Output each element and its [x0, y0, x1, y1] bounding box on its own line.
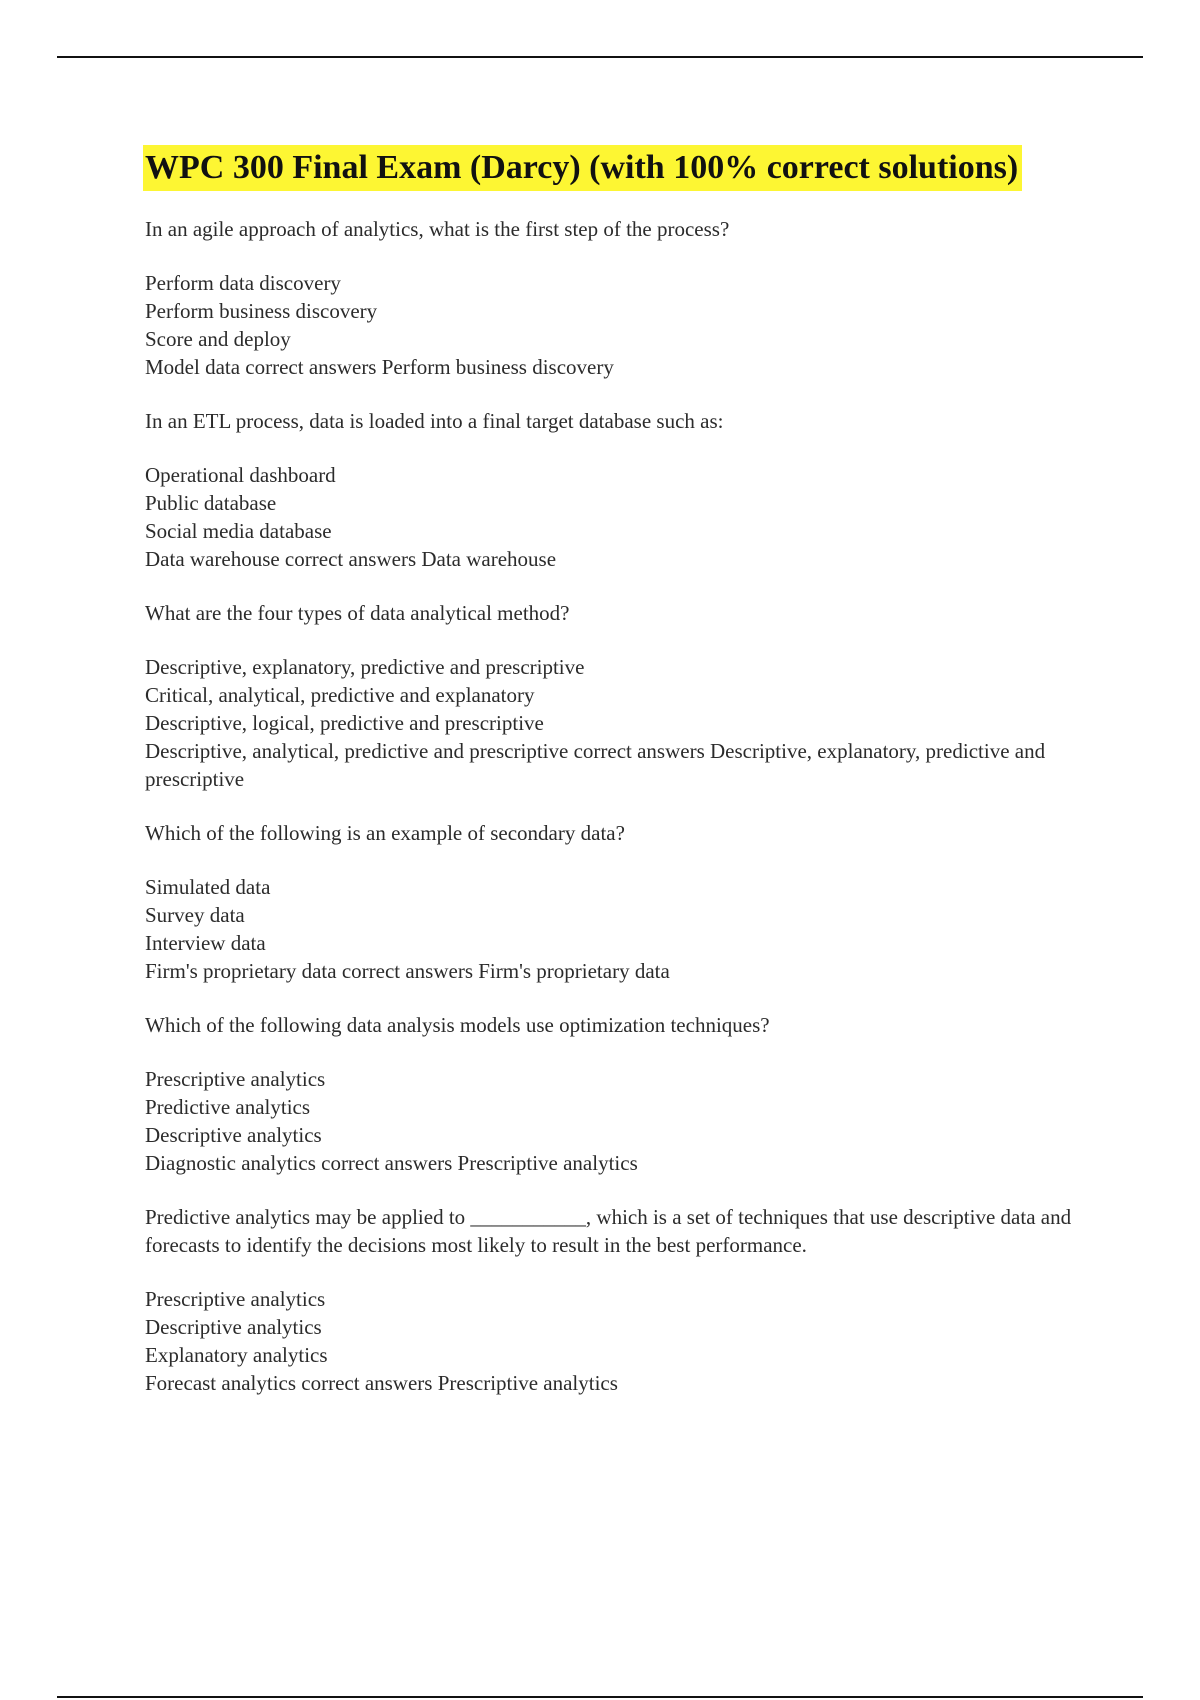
answer-option: Social media database: [145, 519, 332, 543]
answer-options: [145, 461, 1085, 573]
question-text: What are the four types of data analytical method?: [145, 601, 570, 625]
answer-option: Descriptive analytics: [145, 1315, 322, 1339]
question-block-6: [145, 1203, 1085, 1397]
answer-option-with-correct-answer: Diagnostic analytics correct answers Prescriptive analytics: [145, 1151, 638, 1175]
question-block-1: [145, 215, 1085, 381]
question-text: Which of the following data analysis models use optimization techniques?: [145, 1013, 770, 1037]
answer-option: Prescriptive analytics: [145, 1067, 326, 1091]
answer-options: [145, 1065, 1085, 1177]
document-body: [145, 145, 1085, 1423]
answer-options: [145, 873, 1085, 985]
answer-option: Survey data: [145, 903, 245, 927]
answer-options: [145, 269, 1085, 381]
answer-option: Critical, analytical, predictive and explanatory: [145, 683, 535, 707]
answer-option-with-correct-answer: Descriptive, analytical, predictive and prescriptive correct answers Descriptive, explanatory, predictive and prescriptive: [145, 739, 1046, 791]
answer-option: Predictive analytics: [145, 1095, 311, 1119]
question-block-2: [145, 407, 1085, 573]
answer-options: [145, 1285, 1085, 1397]
bottom-rule: [57, 1696, 1143, 1698]
answer-option: Simulated data: [145, 875, 271, 899]
answer-option-with-correct-answer: Firm's proprietary data correct answers Firm's proprietary data: [145, 959, 670, 983]
answer-option: Public database: [145, 491, 277, 515]
answer-option: Perform data discovery: [145, 271, 341, 295]
question-text: Predictive analytics may be applied to ___________, which is a set of techniques that use descriptive data and forecasts to identify the decisions most likely to result in the best performance.: [145, 1205, 1072, 1257]
answer-option: Explanatory analytics: [145, 1343, 328, 1367]
top-rule: [57, 56, 1143, 58]
answer-option: Descriptive analytics: [145, 1123, 322, 1147]
answer-option: Descriptive, explanatory, predictive and prescriptive: [145, 655, 585, 679]
answer-option: Score and deploy: [145, 327, 291, 351]
answer-option: Operational dashboard: [145, 463, 336, 487]
document-title: WPC 300 Final Exam (Darcy) (with 100% correct solutions): [143, 145, 1022, 191]
answer-option-with-correct-answer: Data warehouse correct answers Data warehouse: [145, 547, 557, 571]
answer-option-with-correct-answer: Forecast analytics correct answers Prescriptive analytics: [145, 1371, 618, 1395]
answer-option: Perform business discovery: [145, 299, 378, 323]
answer-option: Interview data: [145, 931, 266, 955]
question-text: In an agile approach of analytics, what is the first step of the process?: [145, 217, 730, 241]
answer-option: Descriptive, logical, predictive and prescriptive: [145, 711, 544, 735]
question-block-5: [145, 1011, 1085, 1177]
question-block-3: [145, 599, 1085, 793]
question-text: Which of the following is an example of secondary data?: [145, 821, 625, 845]
answer-options: [145, 653, 1085, 793]
question-block-4: [145, 819, 1085, 985]
answer-option: Prescriptive analytics: [145, 1287, 326, 1311]
answer-option-with-correct-answer: Model data correct answers Perform business discovery: [145, 355, 614, 379]
question-text: In an ETL process, data is loaded into a final target database such as:: [145, 409, 724, 433]
